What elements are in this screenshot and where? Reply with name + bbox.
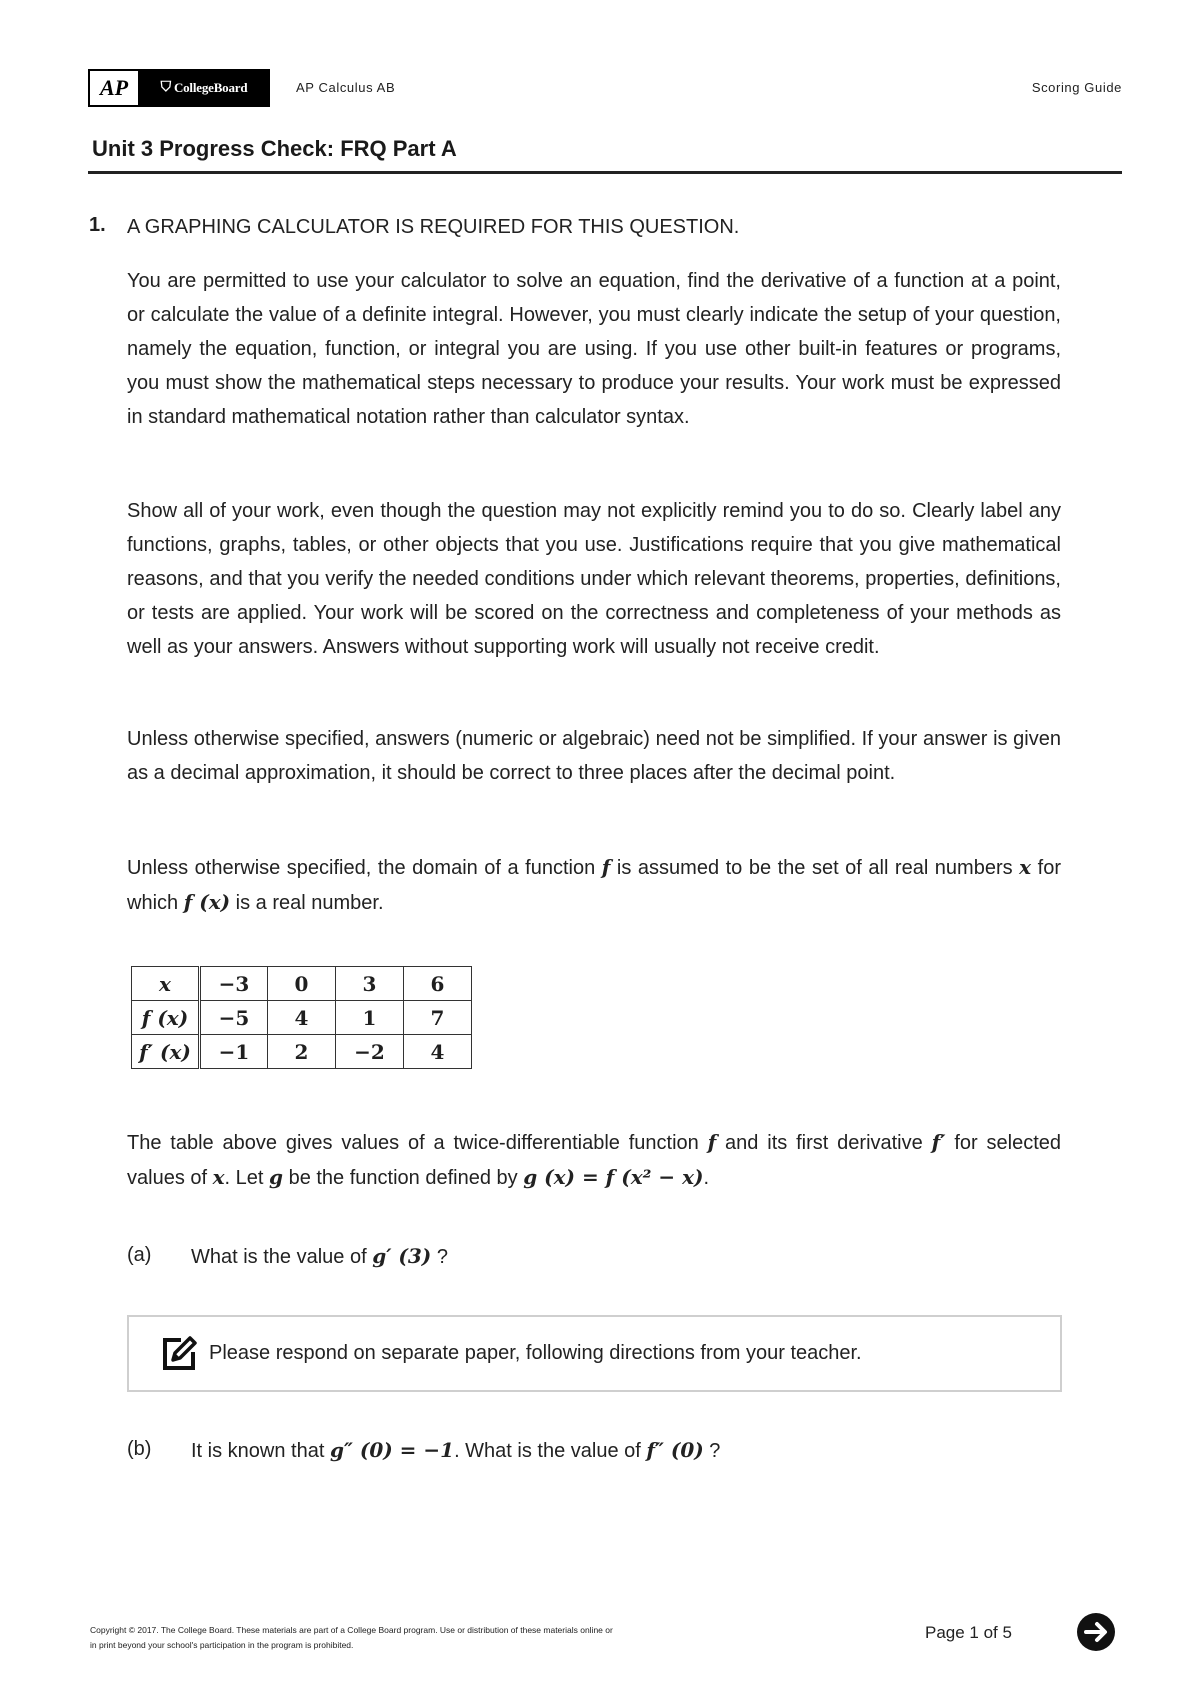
page-header bbox=[88, 69, 1122, 109]
copyright-line-2: in print beyond your school's participation in the program is prohibited. bbox=[90, 1640, 354, 1650]
p4-text-3: for which bbox=[127, 857, 1061, 914]
math-x: x bbox=[212, 1165, 225, 1189]
part-b-text-1: It is known that bbox=[191, 1440, 330, 1462]
response-instruction: Please respond on separate paper, following directions from your teacher. bbox=[209, 1342, 862, 1364]
logo-college-board-text: CollegeBoard bbox=[173, 80, 248, 95]
instructions-paragraph-4 bbox=[127, 850, 1061, 920]
part-a-label: (a) bbox=[127, 1244, 152, 1266]
logo-ap-mark: AP bbox=[90, 71, 140, 105]
title-divider bbox=[88, 171, 1122, 174]
math-x: x bbox=[1019, 855, 1032, 879]
math-f: f bbox=[601, 855, 611, 879]
table-cell: 7 bbox=[404, 1001, 472, 1035]
part-a-text-2: ? bbox=[431, 1246, 448, 1268]
part-b-text-2: . What is the value of bbox=[454, 1440, 647, 1462]
table-cell: 0 bbox=[268, 967, 336, 1001]
logo-college-board-mark bbox=[140, 71, 268, 105]
p5-text-4: . Let bbox=[224, 1167, 270, 1189]
problem-setup-paragraph bbox=[127, 1125, 1061, 1195]
math-g-double-prime: g″ (0) = −1 bbox=[329, 1438, 455, 1462]
response-box bbox=[127, 1315, 1062, 1392]
table-cell: 4 bbox=[404, 1035, 472, 1069]
course-name: AP Calculus AB bbox=[296, 80, 396, 95]
document-type: Scoring Guide bbox=[1031, 80, 1122, 95]
table-row-header: f (x) bbox=[132, 1001, 200, 1035]
p4-text-2: is assumed to be the set of all real numbers bbox=[610, 857, 1020, 879]
instructions-text-2: Show all of your work, even though the question may not explicitly remind you to do so. Clearly label any functions, graphs, tables, or other objects that you use. Justifications require that you give mathematical reasons, and that you verify the needed conditions under which relevant theorems, properties, definitions, or tests are applied. Your work will be scored on the correctness and completeness of your methods as well as your answers. Answers without supporting work will usually not receive credit. bbox=[127, 500, 1061, 658]
question-number: 1. bbox=[89, 214, 106, 236]
problem-setup-text bbox=[127, 1125, 1061, 1195]
part-a-question bbox=[191, 1244, 448, 1269]
p5-text-3: for selected values of bbox=[127, 1132, 1061, 1189]
instructions-paragraph-2 bbox=[127, 494, 1061, 664]
instructions-text-4 bbox=[127, 850, 1061, 920]
math-f-prime: f′ bbox=[931, 1130, 946, 1154]
table-cell: 6 bbox=[404, 967, 472, 1001]
instructions-paragraph-1 bbox=[127, 264, 1061, 434]
p4-text-4: is a real number. bbox=[230, 892, 384, 914]
part-b-label: (b) bbox=[127, 1438, 152, 1460]
page-title: Unit 3 Progress Check: FRQ Part A bbox=[92, 136, 457, 161]
edit-icon bbox=[159, 1334, 199, 1374]
p4-text-1: Unless otherwise specified, the domain of a function bbox=[127, 857, 602, 879]
table-cell: 2 bbox=[268, 1035, 336, 1069]
table-cell: −5 bbox=[200, 1001, 268, 1035]
p5-text-2: and its first derivative bbox=[716, 1132, 932, 1154]
part-b-question bbox=[191, 1438, 720, 1463]
p5-text-6: . bbox=[703, 1167, 710, 1189]
math-f-double-prime: f″ (0) bbox=[646, 1438, 704, 1462]
p5-text-1: The table above gives values of a twice-differentiable function bbox=[127, 1132, 708, 1154]
ap-college-board-logo bbox=[88, 69, 270, 107]
copyright-line-1: Copyright © 2017. The College Board. These materials are part of a College Board program. Use or distribution of these materials online or bbox=[90, 1625, 613, 1635]
table-row-header: x bbox=[132, 967, 200, 1001]
math-g-prime-3: g′ (3) bbox=[372, 1244, 432, 1268]
instructions-paragraph-3 bbox=[127, 722, 1061, 790]
table-cell: 1 bbox=[336, 1001, 404, 1035]
math-fx: f (x) bbox=[183, 890, 231, 914]
table-cell: 4 bbox=[268, 1001, 336, 1035]
calculator-notice bbox=[127, 210, 1061, 244]
values-table bbox=[131, 966, 472, 1069]
table-cell: −1 bbox=[200, 1035, 268, 1069]
page-number: Page 1 of 5 bbox=[925, 1623, 1012, 1642]
instructions-text-1: You are permitted to use your calculator to solve an equation, find the derivative of a function at a point, or calculate the value of a definite integral. However, you must clearly indicate the setup of your question, namely the equation, function, or integral you are using. If you use other built-in features or programs, you must show the mathematical steps necessary to produce your results. Your work must be expressed in standard mathematical notation rather than calculator syntax. bbox=[127, 270, 1061, 428]
math-g: g bbox=[269, 1165, 284, 1189]
math-g-definition: g (x) = f (x² − x) bbox=[523, 1165, 704, 1189]
next-page-arrow-icon[interactable] bbox=[1076, 1612, 1116, 1652]
table-cell: −3 bbox=[200, 967, 268, 1001]
copyright-notice bbox=[90, 1623, 810, 1653]
table-row-header: f′ (x) bbox=[132, 1035, 200, 1069]
table-row bbox=[132, 1035, 472, 1069]
instructions-text-3: Unless otherwise specified, answers (numeric or algebraic) need not be simplified. If your answer is given as a decimal approximation, it should be correct to three places after the decimal point. bbox=[127, 728, 1061, 784]
calculator-notice-text: A GRAPHING CALCULATOR IS REQUIRED FOR THIS QUESTION. bbox=[127, 216, 740, 238]
p5-text-5: be the function defined by bbox=[283, 1167, 524, 1189]
part-b-text-3: ? bbox=[703, 1440, 721, 1462]
table-row bbox=[132, 967, 472, 1001]
table-cell: 3 bbox=[336, 967, 404, 1001]
shield-icon: ⛉ bbox=[160, 80, 171, 95]
part-a-text-1: What is the value of bbox=[191, 1246, 373, 1268]
math-f: f bbox=[707, 1130, 717, 1154]
table-row bbox=[132, 1001, 472, 1035]
table-cell: −2 bbox=[336, 1035, 404, 1069]
